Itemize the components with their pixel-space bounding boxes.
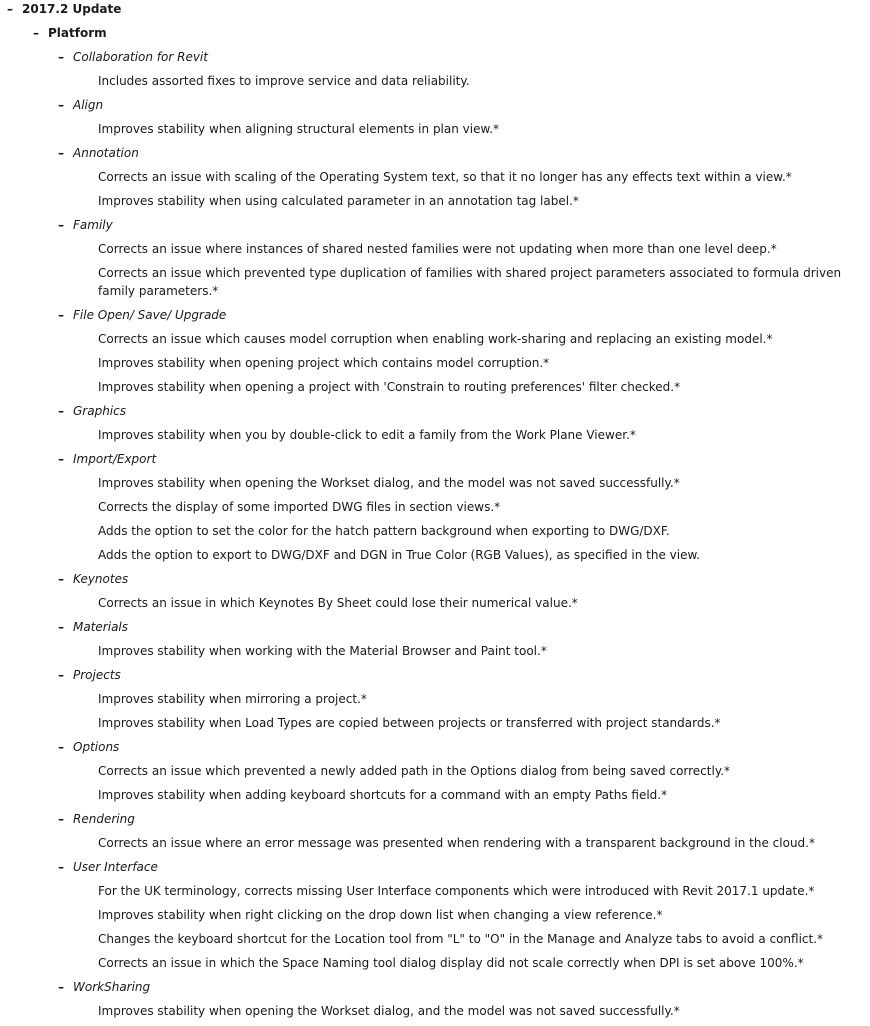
collapse-toggle-icon[interactable]: –	[58, 98, 64, 112]
category-title: WorkSharing	[73, 980, 151, 994]
collapse-toggle-icon[interactable]: –	[58, 308, 64, 322]
note-item: Improves stability when using calculated parameter in an annotation tag label.*	[98, 194, 579, 208]
category-title: Align	[73, 98, 104, 112]
collapse-toggle-icon[interactable]: –	[7, 2, 13, 16]
category-list	[0, 48, 870, 1026]
note-item: Corrects an issue which causes model corruption when enabling work-sharing and replacing an existing model.*	[98, 332, 773, 346]
collapse-toggle-icon[interactable]: –	[58, 812, 64, 826]
collapse-toggle-icon[interactable]: –	[58, 572, 64, 586]
note-item: Improves stability when Load Types are copied between projects or transferred with project standards.*	[98, 716, 721, 730]
note-item: Improves stability when adding keyboard shortcuts for a command with an empty Paths field.*	[98, 788, 668, 802]
category-title: Graphics	[73, 404, 126, 418]
note-item: Includes assorted fixes to improve service and data reliability.	[98, 74, 470, 88]
note-item: Improves stability when mirroring a project.*	[98, 692, 367, 706]
tree-node-category	[0, 402, 870, 426]
note-item: Improves stability when you by double-click to edit a family from the Work Plane Viewer.*	[98, 428, 636, 442]
category-title: Collaboration for Revit	[73, 50, 208, 64]
note-item: Improves stability when opening the Workset dialog, and the model was not saved successfully.*	[98, 1004, 680, 1018]
category-title: File Open/ Save/ Upgrade	[73, 308, 227, 322]
note-item: Improves stability when opening project which contains model corruption.*	[98, 356, 550, 370]
category-title: Options	[73, 740, 120, 754]
note-item: Corrects an issue in which the Space Naming tool dialog display did not scale correctly when DPI is set above 100%.*	[98, 956, 804, 970]
note-item: Corrects the display of some imported DWG files in section views.*	[98, 500, 501, 514]
tree-node-category	[0, 96, 870, 120]
collapse-toggle-icon[interactable]: –	[58, 452, 64, 466]
tree-node-category	[0, 306, 870, 330]
tree-node-category	[0, 48, 870, 72]
note-item: Improves stability when opening the Workset dialog, and the model was not saved successfully.*	[98, 476, 680, 490]
category-title: Keynotes	[73, 572, 129, 586]
note-item: Corrects an issue where instances of shared nested families were not updating when more than one level deep.*	[98, 242, 777, 256]
tree-node-category	[0, 570, 870, 594]
tree-node-category	[0, 666, 870, 690]
tree-node-category	[0, 450, 870, 474]
collapse-toggle-icon[interactable]: –	[58, 404, 64, 418]
collapse-toggle-icon[interactable]: –	[58, 620, 64, 634]
note-item: Corrects an issue where an error message was presented when rendering with a transparent background in the cloud.*	[98, 836, 815, 850]
note-item: Adds the option to set the color for the hatch pattern background when exporting to DWG/DXF.	[98, 524, 670, 538]
note-item: Improves stability when opening a project with 'Constrain to routing preferences' filter checked.*	[98, 380, 681, 394]
tree-node-category	[0, 858, 870, 882]
tree-node-root	[0, 0, 870, 24]
note-item: Changes the keyboard shortcut for the Location tool from "L" to "O" in the Manage and Analyze tabs to avoid a conflict.*	[98, 932, 824, 946]
category-title: Import/Export	[73, 452, 157, 466]
category-title: Rendering	[73, 812, 135, 826]
note-item: Improves stability when working with the Material Browser and Paint tool.*	[98, 644, 547, 658]
category-title: User Interface	[73, 860, 158, 874]
note-item: Corrects an issue with scaling of the Operating System text, so that it no longer has any effects text within a view.*	[98, 170, 792, 184]
collapse-toggle-icon[interactable]: –	[58, 740, 64, 754]
tree-node-category	[0, 810, 870, 834]
category-title: Materials	[73, 620, 129, 634]
update-title: 2017.2 Update	[22, 2, 122, 16]
category-title: Projects	[73, 668, 121, 682]
collapse-toggle-icon[interactable]: –	[58, 50, 64, 64]
note-item: Improves stability when right clicking on the drop down list when changing a view reference.*	[98, 908, 663, 922]
section-title: Platform	[48, 26, 107, 40]
collapse-toggle-icon[interactable]: –	[58, 668, 64, 682]
tree-node-category	[0, 618, 870, 642]
tree-node-category	[0, 978, 870, 1002]
collapse-toggle-icon[interactable]: –	[58, 860, 64, 874]
tree-node-section	[0, 24, 870, 48]
tree-node-category	[0, 216, 870, 240]
tree-node-category	[0, 738, 870, 762]
collapse-toggle-icon[interactable]: –	[58, 980, 64, 994]
note-item: Corrects an issue which prevented type duplication of families with shared project parameters associated to formula driven family parameters.*	[98, 266, 842, 298]
note-item: Adds the option to export to DWG/DXF and DGN in True Color (RGB Values), as specified in the view.	[98, 548, 700, 562]
collapse-toggle-icon[interactable]: –	[58, 218, 64, 232]
tree-node-category	[0, 144, 870, 168]
note-item: Corrects an issue which prevented a newly added path in the Options dialog from being saved correctly.*	[98, 764, 731, 778]
category-title: Annotation	[73, 146, 139, 160]
collapse-toggle-icon[interactable]: –	[58, 146, 64, 160]
note-item: For the UK terminology, corrects missing User Interface components which were introduced with Revit 2017.1 update.*	[98, 884, 815, 898]
collapse-toggle-icon[interactable]: –	[33, 26, 39, 40]
note-item: Corrects an issue in which Keynotes By Sheet could lose their numerical value.*	[98, 596, 578, 610]
note-item: Improves stability when aligning structural elements in plan view.*	[98, 122, 500, 136]
category-title: Family	[73, 218, 113, 232]
